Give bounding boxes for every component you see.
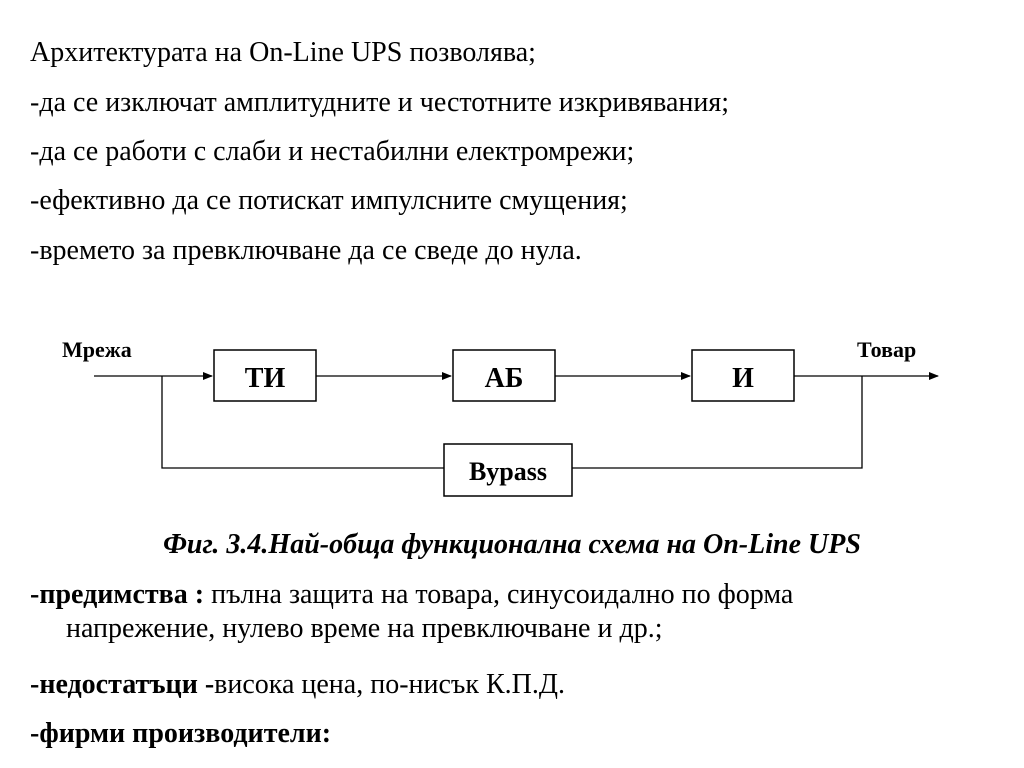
disadvantages-label: -недостатъци - (30, 669, 215, 700)
advantages-text-line2: напрежение, нулево време на превключване и др.; (66, 613, 663, 644)
figure-caption: Фиг. 3.4.Най-обща функционална схема на On-Line UPS (163, 529, 861, 560)
intro-heading: Архитектурата на On-Line UPS позволява; (30, 37, 536, 68)
ups-block-diagram (0, 320, 1024, 510)
bypass-block (444, 444, 572, 496)
battery-label: АБ (484, 363, 524, 394)
battery-block (453, 350, 555, 401)
bypass-label: Bypass (468, 457, 548, 486)
input-label: Мрежа (62, 337, 132, 362)
advantages-paragraph (30, 578, 990, 646)
advantages-label: -предимства : (30, 579, 212, 610)
rectifier-block (214, 350, 316, 401)
inverter-label: И (732, 363, 754, 394)
disadvantages-text: висока цена, по-нисък К.П.Д. (214, 669, 566, 700)
disadvantages-paragraph (30, 668, 990, 702)
intro-item-distortions: -да се изключат амплитудните и честотните изкривявания; (30, 87, 730, 118)
manufacturers-paragraph (30, 717, 990, 751)
output-label: Товар (857, 337, 917, 362)
inverter-block (692, 350, 794, 401)
intro-item-impulse-noise: -ефективно да се потискат импулсните смущения; (30, 185, 628, 216)
advantages-text-line1: пълна защита на товара, синусоидално по форма (211, 579, 794, 610)
manufacturers-label: -фирми производители: (30, 718, 332, 749)
intro-item-switch-time: -времето за превключване да се сведе до нула. (30, 235, 582, 266)
intro-item-weak-grids: -да се работи с слаби и нестабилни електромрежи; (30, 136, 635, 167)
rectifier-label: ТИ (244, 363, 286, 394)
